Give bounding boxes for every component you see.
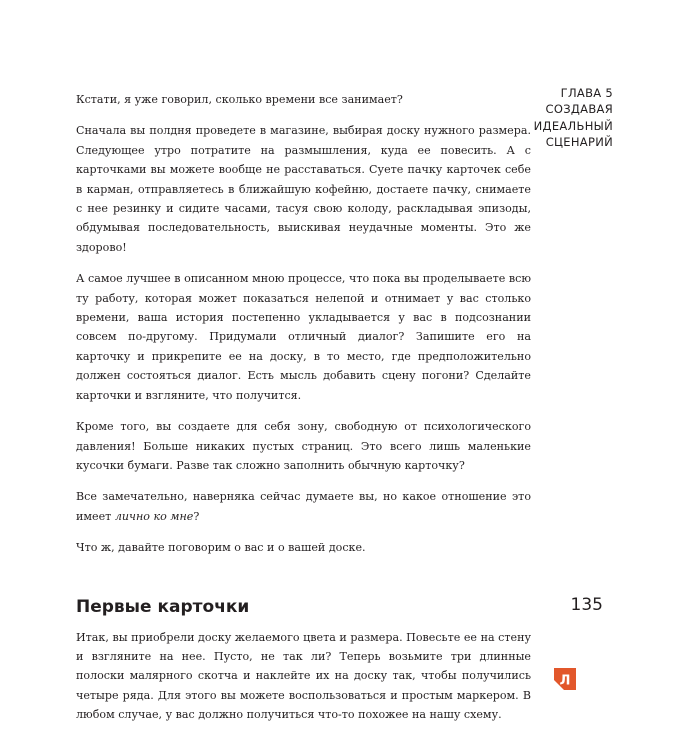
chapter-line: СЦЕНАРИЙ <box>545 134 613 149</box>
emphasis-text: лично ко мне <box>114 509 194 523</box>
chapter-line: СОЗДАВАЯ <box>545 102 613 117</box>
paragraph: Кстати, я уже говорил, сколько времени все занимает? <box>76 93 403 106</box>
paragraph: Кроме того, вы создаете для себя зону, свободную от психологического давления! Больше никаких пустых страниц. Это всего лишь маленькие кусочки бумаги. Разве так сложно заполнить обычную карточку? <box>76 420 531 472</box>
logo-letter: Л <box>559 673 571 689</box>
chapter-line: ГЛАВА 5 <box>560 86 613 100</box>
paragraph: Сначала вы полдня проведете в магазине, выбирая доску нужного размера. Следующее утро потратите на размышления, куда ее повесить. А с карточками вы можете вообще не расставаться. Суете пачку карточек себе в карман, отправляетесь в ближайшую кофейню, достаете пачку, снимаете с нее резинку и сидите часами, тасуя свою колоду, раскладывая эпизоды, обдумывая последовательность, выискивая неудачные моменты. Это же здорово! <box>76 124 531 254</box>
paragraph <box>76 487 531 526</box>
paragraph: А самое лучшее в описанном мною процессе, что пока вы проделываете всю ту работу, которая может показаться нелепой и отнимает у вас столько времени, ваша история постепенно укладывается у вас в подсознании совсем по-другому. Придумали отличный диалог? Запишите его на карточку и прикрепите ее на доску, в то место, где предположительно должен состояться диалог. Есть мысль добавить сцену погони? Сделайте карточки и взгляните, что получится. <box>76 272 531 402</box>
page-number: 135 <box>570 595 603 615</box>
paragraph: Что ж, давайте поговорим о вас и о вашей доске. <box>76 541 366 555</box>
paragraph-text: Все замечательно, наверняка сейчас думаете вы, но какое отношение это имеет <box>76 490 531 523</box>
paragraph-text: ? <box>193 509 200 523</box>
chapter-line: ИДЕАЛЬНЫЙ <box>533 118 613 133</box>
publisher-logo-icon <box>554 668 576 690</box>
section-heading: Первые карточки <box>76 596 250 617</box>
paragraph: Итак, вы приобрели доску желаемого цвета и размера. Повесьте ее на стену и взгляните на нее. Пусто, не так ли? Теперь возьмите три длинные полоски малярного скотча и наклейте их на доску так, чтобы получились четыре ряда. Для этого вы можете воспользоваться и простым маркером. В любом случае, у вас должно получиться что-то похожее на нашу схему. <box>76 630 531 722</box>
body-text <box>76 90 531 737</box>
